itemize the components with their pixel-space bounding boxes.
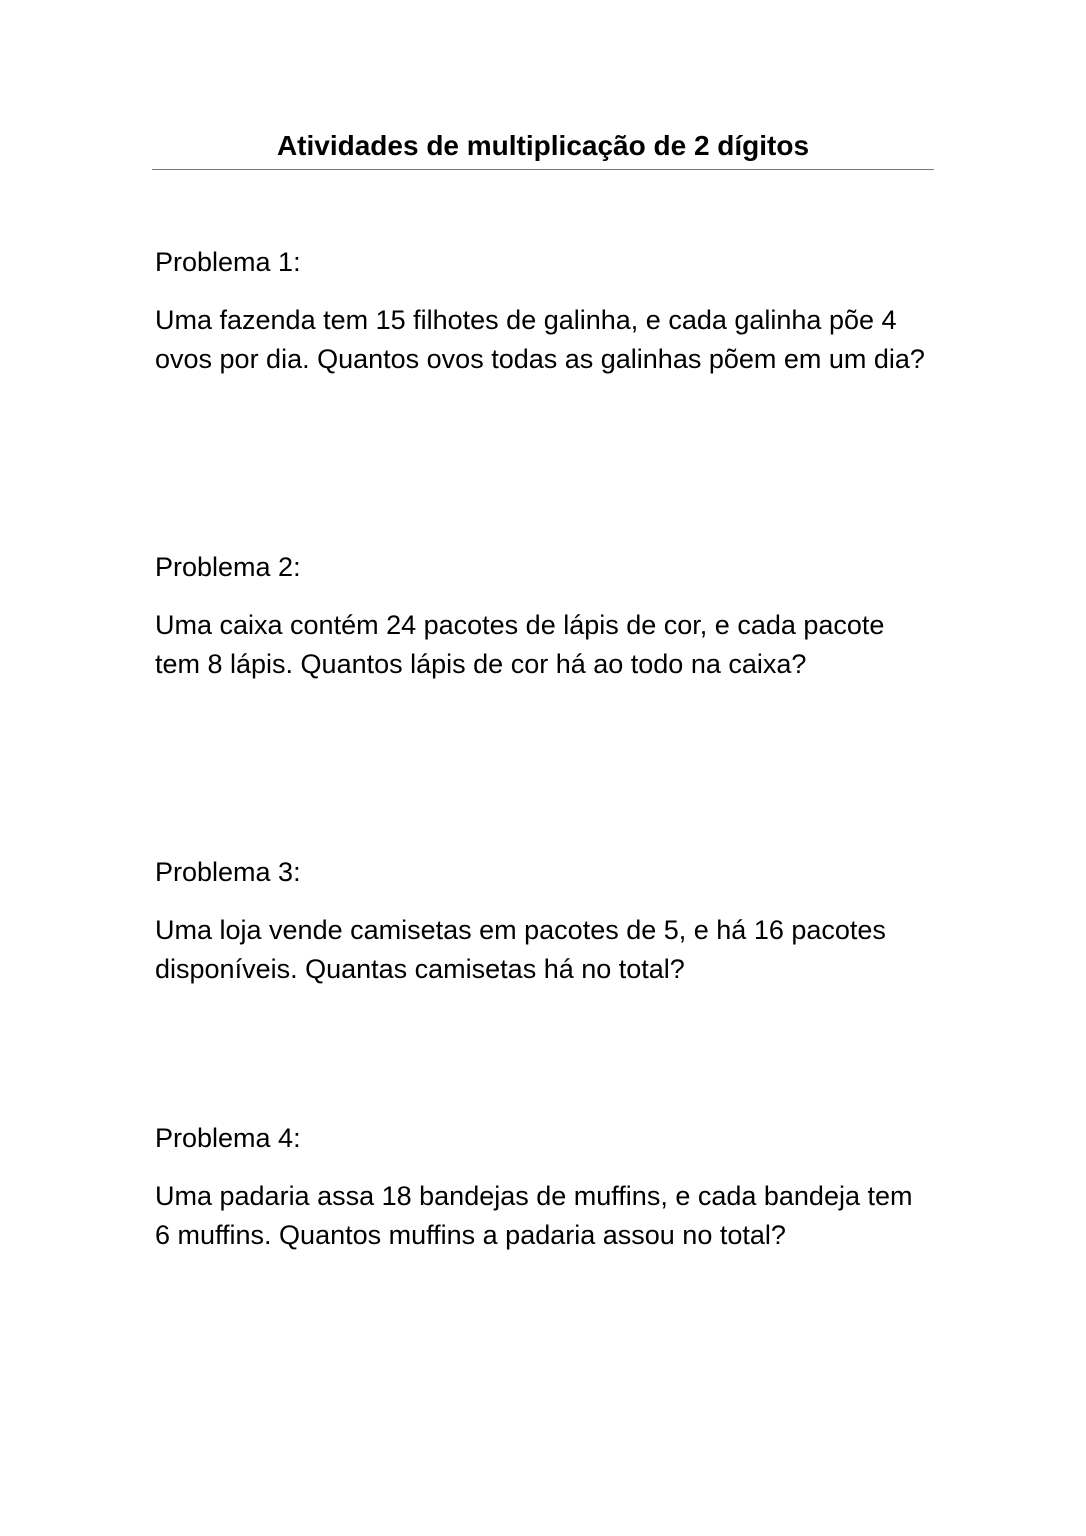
problem-3 bbox=[155, 855, 945, 989]
problem-4-text: Uma padaria assa 18 bandejas de muffins, e cada bandeja tem 6 muffins. Quantos muffins a padaria assou no total? bbox=[155, 1181, 913, 1250]
problem-2 bbox=[155, 550, 945, 684]
problem-1 bbox=[155, 245, 945, 379]
title-divider bbox=[152, 169, 934, 170]
problem-4 bbox=[155, 1121, 945, 1255]
problem-1-text: Uma fazenda tem 15 filhotes de galinha, e cada galinha põe 4 ovos por dia. Quantos ovos todas as galinhas põem em um dia? bbox=[155, 305, 925, 374]
problem-3-label: Problema 3: bbox=[155, 857, 301, 887]
problem-2-label: Problema 2: bbox=[155, 552, 301, 582]
problem-3-text: Uma loja vende camisetas em pacotes de 5, e há 16 pacotes disponíveis. Quantas camisetas há no total? bbox=[155, 915, 886, 984]
page-title: Atividades de multiplicação de 2 dígitos bbox=[276, 130, 810, 161]
problem-4-label: Problema 4: bbox=[155, 1123, 301, 1153]
problem-1-label: Problema 1: bbox=[155, 247, 301, 277]
problem-2-text: Uma caixa contém 24 pacotes de lápis de cor, e cada pacote tem 8 lápis. Quantos lápis de cor há ao todo na caixa? bbox=[155, 610, 885, 679]
